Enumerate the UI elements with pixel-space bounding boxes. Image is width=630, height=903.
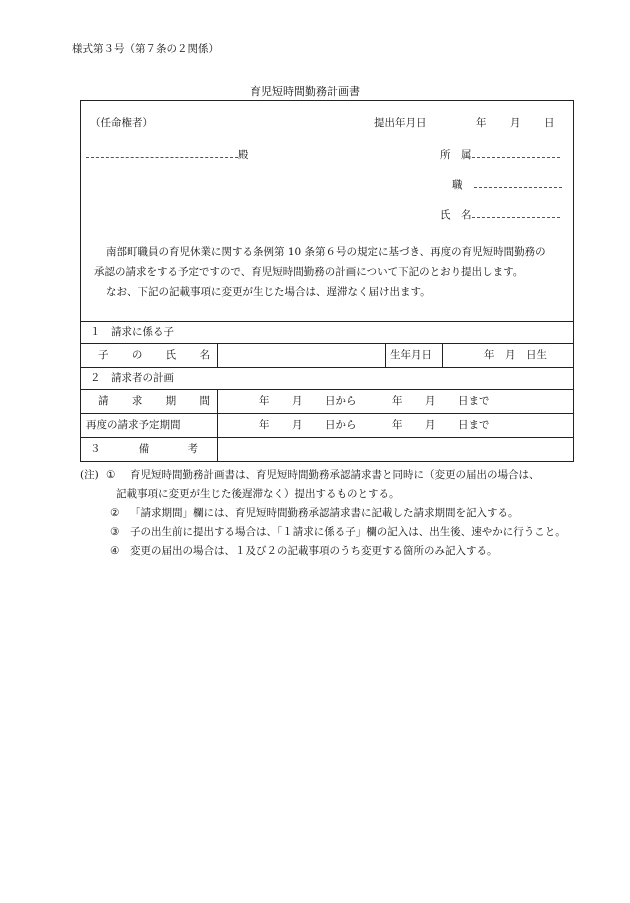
note-1-line-2: 記載事項に変更が生じた後遅滞なく）提出するものとする。 (116, 488, 400, 500)
appointer-label: （任命権者） (90, 117, 153, 129)
table-rule (217, 389, 218, 462)
table-rule (80, 389, 574, 390)
submit-month-label: 月 (510, 117, 521, 129)
submit-day-label: 日 (544, 117, 555, 129)
section-2-heading: ２ 請求者の計画 (90, 372, 174, 384)
affiliation-row (440, 148, 560, 161)
position-label: 職 (452, 179, 463, 191)
planned-period-label: 再度の請求予定期間 (86, 419, 181, 431)
body-line-2: 承認の請求をする予定ですので、育児短時間勤務の計画について下記のとおり提出します。 (94, 266, 524, 278)
table-rule (385, 343, 386, 367)
table-rule (80, 413, 574, 414)
note-1-number: ① (106, 469, 116, 481)
table-rule (80, 367, 574, 368)
note-3-number: ③ (110, 526, 120, 538)
note-4-number: ④ (110, 545, 120, 557)
notes-label: (注) (80, 469, 99, 481)
note-2-text: 「請求期間」欄には、育児短時間勤務承認請求書に記載した請求期間を記入する。 (130, 507, 519, 519)
child-name-label: 子 の 氏 名 (98, 349, 210, 361)
name-label: 氏 名 (440, 209, 472, 221)
note-4-text: 変更の届出の場合は、１及び２の記載事項のうち変更する箇所のみ記入する。 (130, 545, 498, 557)
position-row (452, 178, 562, 191)
affiliation-field[interactable] (472, 148, 560, 158)
form-number-label: 様式第３号（第７条の２関係） (72, 43, 219, 55)
note-1-line-1: 育児短時間勤務計画書は、育児短時間勤務承認請求書と同時に（変更の届出の場合は、 (130, 469, 540, 481)
table-rule (80, 321, 574, 322)
body-line-3: なお、下記の記載事項に変更が生じた場合は、遅滞なく届け出ます。 (106, 286, 431, 298)
name-field[interactable] (472, 208, 560, 218)
table-rule (442, 343, 443, 367)
table-rule (80, 437, 574, 438)
body-line-1: 南部町職員の育児休業に関する条例第 10 条第６号の規定に基づき、再度の育児短時間勤務の (106, 246, 546, 258)
document-title: 育児短時間勤務計画書 (250, 85, 360, 98)
remarks-label: ３ 備 考 (90, 443, 198, 455)
remarks-input[interactable] (220, 440, 570, 460)
dono-label: 殿 (238, 149, 249, 161)
appointer-name-field[interactable] (86, 148, 249, 161)
birth-date-field[interactable]: 年 月 日生 (484, 349, 547, 361)
affiliation-label: 所 属 (440, 149, 472, 161)
note-3-text: 子の出生前に提出する場合は、「１請求に係る子」欄の記入は、出生後、速やかに行うこと。 (130, 526, 566, 538)
child-name-input[interactable] (220, 346, 382, 364)
table-rule (80, 343, 574, 344)
note-2-number: ② (110, 507, 120, 519)
table-rule (217, 343, 218, 367)
section-1-heading: １ 請求に係る子 (90, 326, 174, 338)
request-period-label: 請 求 期 間 (98, 395, 210, 407)
submit-date-label: 提出年月日 (374, 117, 427, 129)
position-field[interactable] (474, 178, 562, 188)
birth-date-label: 生年月日 (390, 349, 432, 361)
submit-year-label: 年 (476, 117, 487, 129)
name-row (440, 208, 560, 221)
